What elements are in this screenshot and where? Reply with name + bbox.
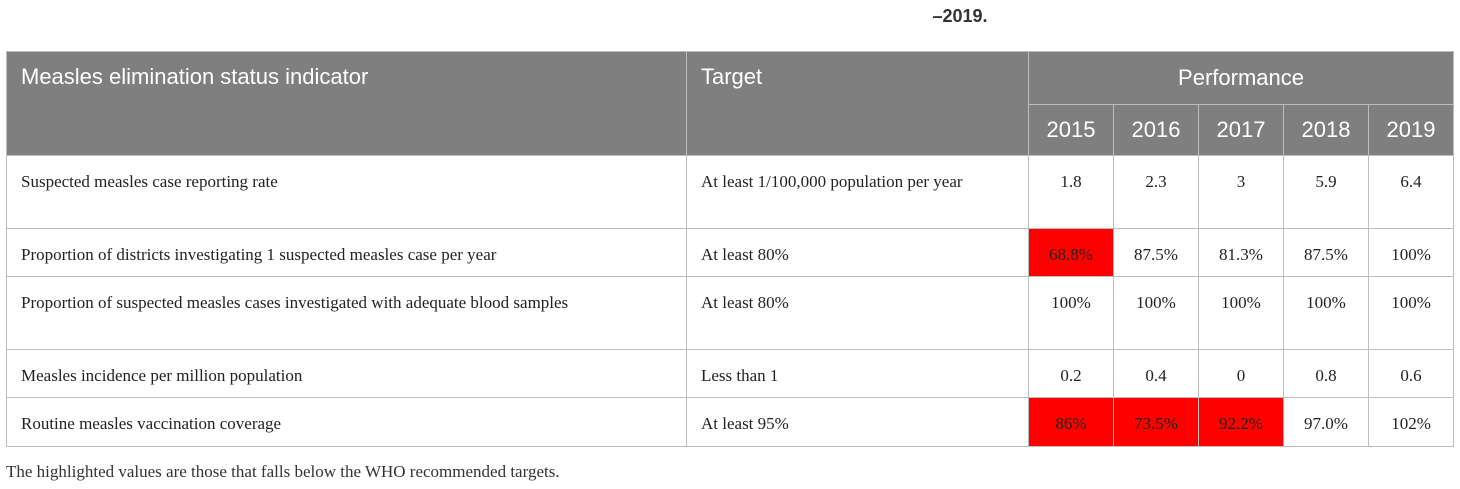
value-cell: 0.4 <box>1114 350 1199 398</box>
value-cell: 100% <box>1199 277 1284 350</box>
header-performance: Performance <box>1029 52 1454 105</box>
value-cell-below-target: 92.2% <box>1199 398 1284 447</box>
header-target: Target <box>687 52 1029 156</box>
value-cell-below-target: 73.5% <box>1114 398 1199 447</box>
value-cell: 100% <box>1029 277 1114 350</box>
measles-indicator-table <box>6 51 1454 447</box>
value-cell: 5.9 <box>1284 156 1369 229</box>
target-cell: At least 1/100,000 population per year <box>687 156 1029 229</box>
target-cell: Less than 1 <box>687 350 1029 398</box>
table-row <box>7 398 1454 447</box>
header-year-2018: 2018 <box>1284 105 1369 156</box>
value-cell: 100% <box>1114 277 1199 350</box>
table-caption: –2019. <box>932 6 988 26</box>
value-cell-below-target: 86% <box>1029 398 1114 447</box>
table-row <box>7 277 1454 350</box>
target-cell: At least 80% <box>687 277 1029 350</box>
value-cell: 97.0% <box>1284 398 1369 447</box>
value-cell: 100% <box>1369 229 1454 277</box>
value-cell: 3 <box>1199 156 1284 229</box>
value-cell: 87.5% <box>1114 229 1199 277</box>
value-cell: 0.8 <box>1284 350 1369 398</box>
table-row <box>7 350 1454 398</box>
value-cell: 102% <box>1369 398 1454 447</box>
header-year-2017: 2017 <box>1199 105 1284 156</box>
header-year-2015: 2015 <box>1029 105 1114 156</box>
target-cell: At least 80% <box>687 229 1029 277</box>
value-cell: 0.2 <box>1029 350 1114 398</box>
header-year-2016: 2016 <box>1114 105 1199 156</box>
table-footnote: The highlighted values are those that falls below the WHO recommended targets. <box>6 462 560 481</box>
value-cell: 87.5% <box>1284 229 1369 277</box>
header-year-2019: 2019 <box>1369 105 1454 156</box>
table-row <box>7 229 1454 277</box>
value-cell-below-target: 68.8% <box>1029 229 1114 277</box>
value-cell: 100% <box>1284 277 1369 350</box>
indicator-cell: Routine measles vaccination coverage <box>7 398 687 447</box>
indicator-cell: Suspected measles case reporting rate <box>7 156 687 229</box>
value-cell: 1.8 <box>1029 156 1114 229</box>
value-cell: 81.3% <box>1199 229 1284 277</box>
value-cell: 0.6 <box>1369 350 1454 398</box>
indicator-cell: Measles incidence per million population <box>7 350 687 398</box>
value-cell: 100% <box>1369 277 1454 350</box>
header-indicator: Measles elimination status indicator <box>7 52 687 156</box>
table-row <box>7 156 1454 229</box>
target-cell: At least 95% <box>687 398 1029 447</box>
value-cell: 0 <box>1199 350 1284 398</box>
indicator-cell: Proportion of suspected measles cases investigated with adequate blood samples <box>7 277 687 350</box>
indicator-cell: Proportion of districts investigating 1 suspected measles case per year <box>7 229 687 277</box>
value-cell: 2.3 <box>1114 156 1199 229</box>
value-cell: 6.4 <box>1369 156 1454 229</box>
